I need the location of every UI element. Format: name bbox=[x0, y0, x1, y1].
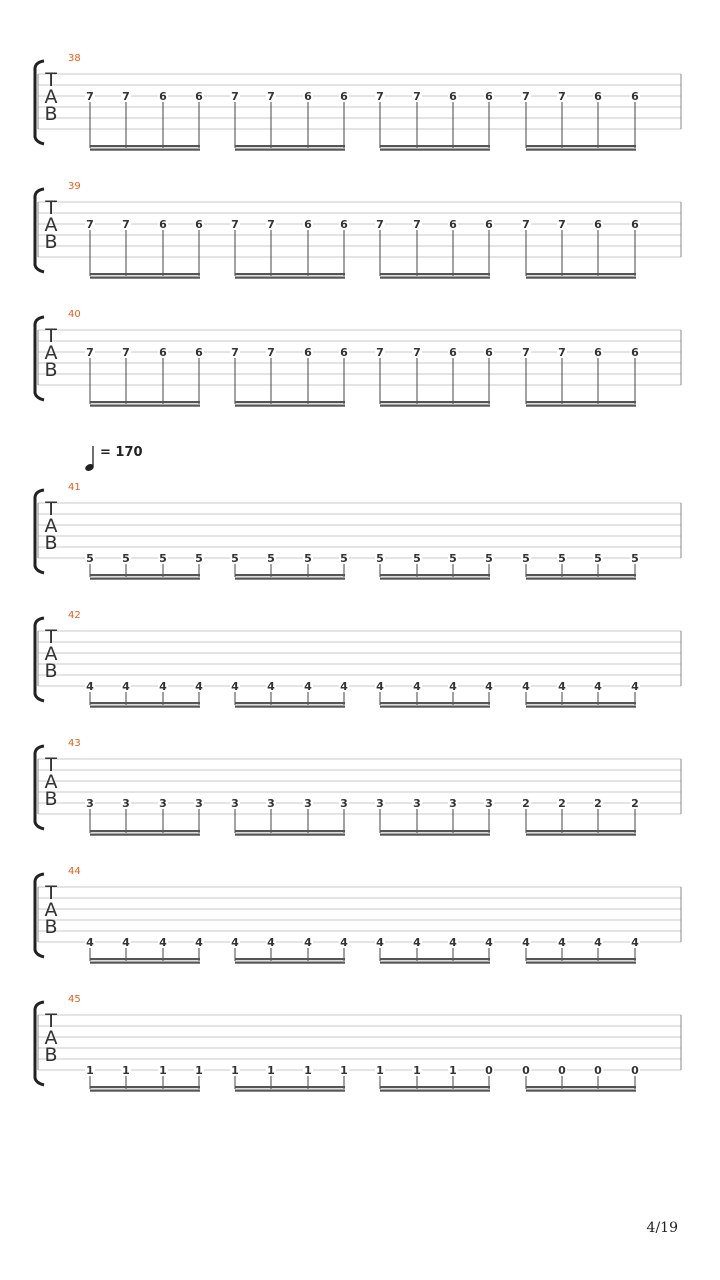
fret-number: 4 bbox=[485, 680, 493, 693]
fret-number: 7 bbox=[522, 346, 530, 359]
fret-number: 6 bbox=[195, 218, 203, 231]
fret-number: 5 bbox=[86, 552, 94, 565]
measure-number: 45 bbox=[68, 994, 81, 1005]
beam-secondary bbox=[235, 405, 345, 407]
tempo-value: = 170 bbox=[100, 445, 143, 460]
beam-primary bbox=[380, 574, 490, 576]
fret-number: 5 bbox=[267, 552, 275, 565]
fret-number: 0 bbox=[594, 1064, 602, 1077]
fret-number: 4 bbox=[122, 936, 130, 949]
measure-number: 44 bbox=[68, 866, 81, 877]
fret-number: 5 bbox=[594, 552, 602, 565]
beam-secondary bbox=[526, 277, 636, 279]
fret-number: 0 bbox=[522, 1064, 530, 1077]
beam-secondary bbox=[526, 1090, 636, 1092]
fret-number: 5 bbox=[376, 552, 384, 565]
tab-clef-letter: T bbox=[45, 754, 57, 776]
fret-number: 7 bbox=[122, 90, 130, 103]
fret-number: 5 bbox=[231, 552, 239, 565]
fret-number: 7 bbox=[122, 218, 130, 231]
tab-clef-letter: A bbox=[44, 515, 58, 537]
fret-number: 1 bbox=[159, 1064, 167, 1077]
beam-secondary bbox=[380, 277, 490, 279]
beam-primary bbox=[90, 702, 200, 704]
fret-number: 3 bbox=[159, 797, 167, 810]
tab-clef-letter: T bbox=[45, 197, 57, 219]
beam-primary bbox=[90, 273, 200, 275]
beam-secondary bbox=[90, 578, 200, 580]
beam-primary bbox=[90, 958, 200, 960]
beam-primary bbox=[526, 1086, 636, 1088]
fret-number: 7 bbox=[558, 90, 566, 103]
tab-system bbox=[35, 181, 681, 279]
beam-secondary bbox=[90, 405, 200, 407]
fret-number: 5 bbox=[558, 552, 566, 565]
fret-number: 4 bbox=[594, 680, 602, 693]
fret-number: 4 bbox=[195, 936, 203, 949]
beam-secondary bbox=[380, 578, 490, 580]
beam-secondary bbox=[526, 149, 636, 151]
beam-primary bbox=[235, 401, 345, 403]
fret-number: 1 bbox=[122, 1064, 130, 1077]
fret-number: 6 bbox=[304, 218, 312, 231]
beam-secondary bbox=[380, 834, 490, 836]
fret-number: 0 bbox=[631, 1064, 639, 1077]
tab-system bbox=[35, 994, 681, 1092]
beam-secondary bbox=[90, 277, 200, 279]
fret-number: 7 bbox=[522, 218, 530, 231]
fret-number: 4 bbox=[267, 680, 275, 693]
fret-number: 6 bbox=[195, 346, 203, 359]
beam-secondary bbox=[380, 149, 490, 151]
fret-number: 6 bbox=[631, 218, 639, 231]
fret-number: 5 bbox=[413, 552, 421, 565]
fret-number: 2 bbox=[594, 797, 602, 810]
tab-system bbox=[35, 738, 681, 836]
tab-system bbox=[35, 53, 681, 151]
tempo-marking bbox=[84, 444, 154, 474]
fret-number: 6 bbox=[304, 346, 312, 359]
beam-secondary bbox=[235, 834, 345, 836]
fret-number: 6 bbox=[159, 346, 167, 359]
beam-secondary bbox=[235, 277, 345, 279]
tab-clef-letter: T bbox=[45, 498, 57, 520]
tab-system bbox=[35, 309, 681, 407]
tab-clef-letter: B bbox=[44, 660, 58, 682]
fret-number: 1 bbox=[413, 1064, 421, 1077]
fret-number: 7 bbox=[376, 218, 384, 231]
fret-number: 2 bbox=[631, 797, 639, 810]
fret-number: 5 bbox=[195, 552, 203, 565]
tab-system bbox=[35, 610, 681, 708]
fret-number: 6 bbox=[304, 90, 312, 103]
fret-number: 3 bbox=[376, 797, 384, 810]
beam-primary bbox=[380, 830, 490, 832]
tab-clef-letter: A bbox=[44, 342, 58, 364]
fret-number: 7 bbox=[376, 90, 384, 103]
fret-number: 5 bbox=[631, 552, 639, 565]
fret-number: 4 bbox=[159, 936, 167, 949]
tab-clef-letter: B bbox=[44, 916, 58, 938]
fret-number: 7 bbox=[558, 346, 566, 359]
fret-number: 4 bbox=[631, 680, 639, 693]
beam-secondary bbox=[380, 962, 490, 964]
fret-number: 3 bbox=[340, 797, 348, 810]
beam-secondary bbox=[526, 578, 636, 580]
fret-number: 5 bbox=[485, 552, 493, 565]
tab-system bbox=[35, 866, 681, 964]
fret-number: 6 bbox=[631, 90, 639, 103]
fret-number: 4 bbox=[522, 680, 530, 693]
fret-number: 6 bbox=[485, 90, 493, 103]
fret-number: 7 bbox=[267, 90, 275, 103]
beam-primary bbox=[526, 145, 636, 147]
beam-primary bbox=[526, 273, 636, 275]
system-bracket bbox=[35, 746, 44, 829]
beam-primary bbox=[526, 574, 636, 576]
beam-secondary bbox=[526, 834, 636, 836]
measure-number: 43 bbox=[68, 738, 81, 749]
fret-number: 4 bbox=[558, 936, 566, 949]
fret-number: 7 bbox=[231, 218, 239, 231]
tab-clef-letter: B bbox=[44, 1044, 58, 1066]
page-number: 4/19 bbox=[646, 1220, 678, 1236]
beam-primary bbox=[526, 958, 636, 960]
fret-number: 5 bbox=[522, 552, 530, 565]
beam-primary bbox=[526, 702, 636, 704]
fret-number: 5 bbox=[340, 552, 348, 565]
fret-number: 6 bbox=[594, 218, 602, 231]
beam-primary bbox=[235, 702, 345, 704]
fret-number: 0 bbox=[485, 1064, 493, 1077]
beam-primary bbox=[380, 401, 490, 403]
measure-number: 42 bbox=[68, 610, 81, 621]
fret-number: 4 bbox=[231, 936, 239, 949]
fret-number: 4 bbox=[631, 936, 639, 949]
tab-clef-letter: T bbox=[45, 69, 57, 91]
quarter-note-icon bbox=[84, 444, 100, 474]
fret-number: 4 bbox=[449, 936, 457, 949]
beam-secondary bbox=[380, 706, 490, 708]
tab-clef-letter: T bbox=[45, 882, 57, 904]
beam-secondary bbox=[235, 578, 345, 580]
fret-number: 4 bbox=[86, 680, 94, 693]
beam-primary bbox=[90, 574, 200, 576]
fret-number: 6 bbox=[340, 218, 348, 231]
fret-number: 4 bbox=[558, 680, 566, 693]
fret-number: 4 bbox=[122, 680, 130, 693]
fret-number: 6 bbox=[449, 90, 457, 103]
beam-secondary bbox=[526, 405, 636, 407]
beam-secondary bbox=[235, 706, 345, 708]
beam-primary bbox=[90, 401, 200, 403]
fret-number: 5 bbox=[122, 552, 130, 565]
beam-secondary bbox=[90, 962, 200, 964]
fret-number: 6 bbox=[594, 90, 602, 103]
tab-clef-letter: A bbox=[44, 1027, 58, 1049]
fret-number: 3 bbox=[413, 797, 421, 810]
system-bracket bbox=[35, 317, 44, 400]
fret-number: 4 bbox=[159, 680, 167, 693]
measure-number: 40 bbox=[68, 309, 81, 320]
tab-clef-letter: A bbox=[44, 86, 58, 108]
fret-number: 3 bbox=[122, 797, 130, 810]
fret-number: 7 bbox=[122, 346, 130, 359]
beam-primary bbox=[380, 273, 490, 275]
fret-number: 1 bbox=[86, 1064, 94, 1077]
tab-clef-letter: A bbox=[44, 899, 58, 921]
beam-primary bbox=[380, 958, 490, 960]
fret-number: 5 bbox=[159, 552, 167, 565]
fret-number: 3 bbox=[304, 797, 312, 810]
fret-number: 7 bbox=[413, 218, 421, 231]
fret-number: 6 bbox=[485, 346, 493, 359]
beam-secondary bbox=[235, 149, 345, 151]
fret-number: 2 bbox=[558, 797, 566, 810]
beam-primary bbox=[526, 830, 636, 832]
beam-primary bbox=[235, 830, 345, 832]
fret-number: 1 bbox=[267, 1064, 275, 1077]
beam-secondary bbox=[90, 834, 200, 836]
tab-clef-letter: B bbox=[44, 103, 58, 125]
beam-secondary bbox=[526, 962, 636, 964]
fret-number: 6 bbox=[159, 218, 167, 231]
system-bracket bbox=[35, 189, 44, 272]
system-bracket bbox=[35, 618, 44, 701]
beam-secondary bbox=[90, 1090, 200, 1092]
beam-secondary bbox=[235, 1090, 345, 1092]
beam-primary bbox=[90, 1086, 200, 1088]
fret-number: 3 bbox=[195, 797, 203, 810]
beam-primary bbox=[235, 958, 345, 960]
fret-number: 4 bbox=[376, 680, 384, 693]
system-bracket bbox=[35, 874, 44, 957]
fret-number: 1 bbox=[449, 1064, 457, 1077]
system-bracket bbox=[35, 490, 44, 573]
beam-primary bbox=[90, 830, 200, 832]
beam-secondary bbox=[235, 962, 345, 964]
fret-number: 3 bbox=[485, 797, 493, 810]
tab-clef-letter: T bbox=[45, 325, 57, 347]
beam-primary bbox=[235, 574, 345, 576]
fret-number: 4 bbox=[231, 680, 239, 693]
fret-number: 4 bbox=[485, 936, 493, 949]
tab-clef-letter: A bbox=[44, 214, 58, 236]
beam-primary bbox=[235, 145, 345, 147]
fret-number: 4 bbox=[195, 680, 203, 693]
fret-number: 4 bbox=[86, 936, 94, 949]
measure-number: 38 bbox=[68, 53, 81, 64]
fret-number: 7 bbox=[376, 346, 384, 359]
fret-number: 7 bbox=[413, 346, 421, 359]
fret-number: 7 bbox=[267, 218, 275, 231]
beam-primary bbox=[380, 702, 490, 704]
beam-secondary bbox=[90, 149, 200, 151]
fret-number: 7 bbox=[86, 346, 94, 359]
fret-number: 0 bbox=[558, 1064, 566, 1077]
fret-number: 6 bbox=[485, 218, 493, 231]
fret-number: 5 bbox=[304, 552, 312, 565]
tab-clef-letter: B bbox=[44, 788, 58, 810]
beam-primary bbox=[380, 145, 490, 147]
tab-clef-letter: T bbox=[45, 626, 57, 648]
system-bracket bbox=[35, 61, 44, 144]
beam-secondary bbox=[380, 1090, 490, 1092]
fret-number: 7 bbox=[86, 90, 94, 103]
beam-primary bbox=[90, 145, 200, 147]
fret-number: 1 bbox=[376, 1064, 384, 1077]
fret-number: 4 bbox=[304, 680, 312, 693]
fret-number: 7 bbox=[558, 218, 566, 231]
fret-number: 5 bbox=[449, 552, 457, 565]
measure-number: 39 bbox=[68, 181, 81, 192]
fret-number: 4 bbox=[340, 936, 348, 949]
beam-primary bbox=[526, 401, 636, 403]
fret-number: 7 bbox=[231, 346, 239, 359]
fret-number: 4 bbox=[594, 936, 602, 949]
fret-number: 3 bbox=[267, 797, 275, 810]
fret-number: 3 bbox=[449, 797, 457, 810]
system-bracket bbox=[35, 1002, 44, 1085]
fret-number: 1 bbox=[304, 1064, 312, 1077]
fret-number: 4 bbox=[340, 680, 348, 693]
fret-number: 4 bbox=[413, 936, 421, 949]
tab-system bbox=[35, 482, 681, 580]
fret-number: 6 bbox=[449, 346, 457, 359]
fret-number: 6 bbox=[594, 346, 602, 359]
beam-secondary bbox=[380, 405, 490, 407]
tab-clef-letter: B bbox=[44, 532, 58, 554]
fret-number: 4 bbox=[304, 936, 312, 949]
fret-number: 6 bbox=[159, 90, 167, 103]
fret-number: 6 bbox=[340, 346, 348, 359]
tab-clef-letter: B bbox=[44, 359, 58, 381]
fret-number: 7 bbox=[522, 90, 530, 103]
beam-secondary bbox=[90, 706, 200, 708]
fret-number: 1 bbox=[340, 1064, 348, 1077]
measure-number: 41 bbox=[68, 482, 81, 493]
fret-number: 1 bbox=[231, 1064, 239, 1077]
fret-number: 4 bbox=[522, 936, 530, 949]
fret-number: 3 bbox=[86, 797, 94, 810]
fret-number: 7 bbox=[86, 218, 94, 231]
beam-primary bbox=[235, 273, 345, 275]
fret-number: 7 bbox=[231, 90, 239, 103]
fret-number: 7 bbox=[267, 346, 275, 359]
fret-number: 3 bbox=[231, 797, 239, 810]
fret-number: 2 bbox=[522, 797, 530, 810]
fret-number: 1 bbox=[195, 1064, 203, 1077]
fret-number: 6 bbox=[340, 90, 348, 103]
fret-number: 4 bbox=[376, 936, 384, 949]
tab-clef-letter: B bbox=[44, 231, 58, 253]
beam-primary bbox=[235, 1086, 345, 1088]
fret-number: 6 bbox=[195, 90, 203, 103]
fret-number: 4 bbox=[449, 680, 457, 693]
fret-number: 4 bbox=[267, 936, 275, 949]
beam-primary bbox=[380, 1086, 490, 1088]
fret-number: 6 bbox=[631, 346, 639, 359]
beam-secondary bbox=[526, 706, 636, 708]
tab-clef-letter: A bbox=[44, 771, 58, 793]
fret-number: 6 bbox=[449, 218, 457, 231]
fret-number: 7 bbox=[413, 90, 421, 103]
tab-clef-letter: A bbox=[44, 643, 58, 665]
fret-number: 4 bbox=[413, 680, 421, 693]
tab-clef-letter: T bbox=[45, 1010, 57, 1032]
